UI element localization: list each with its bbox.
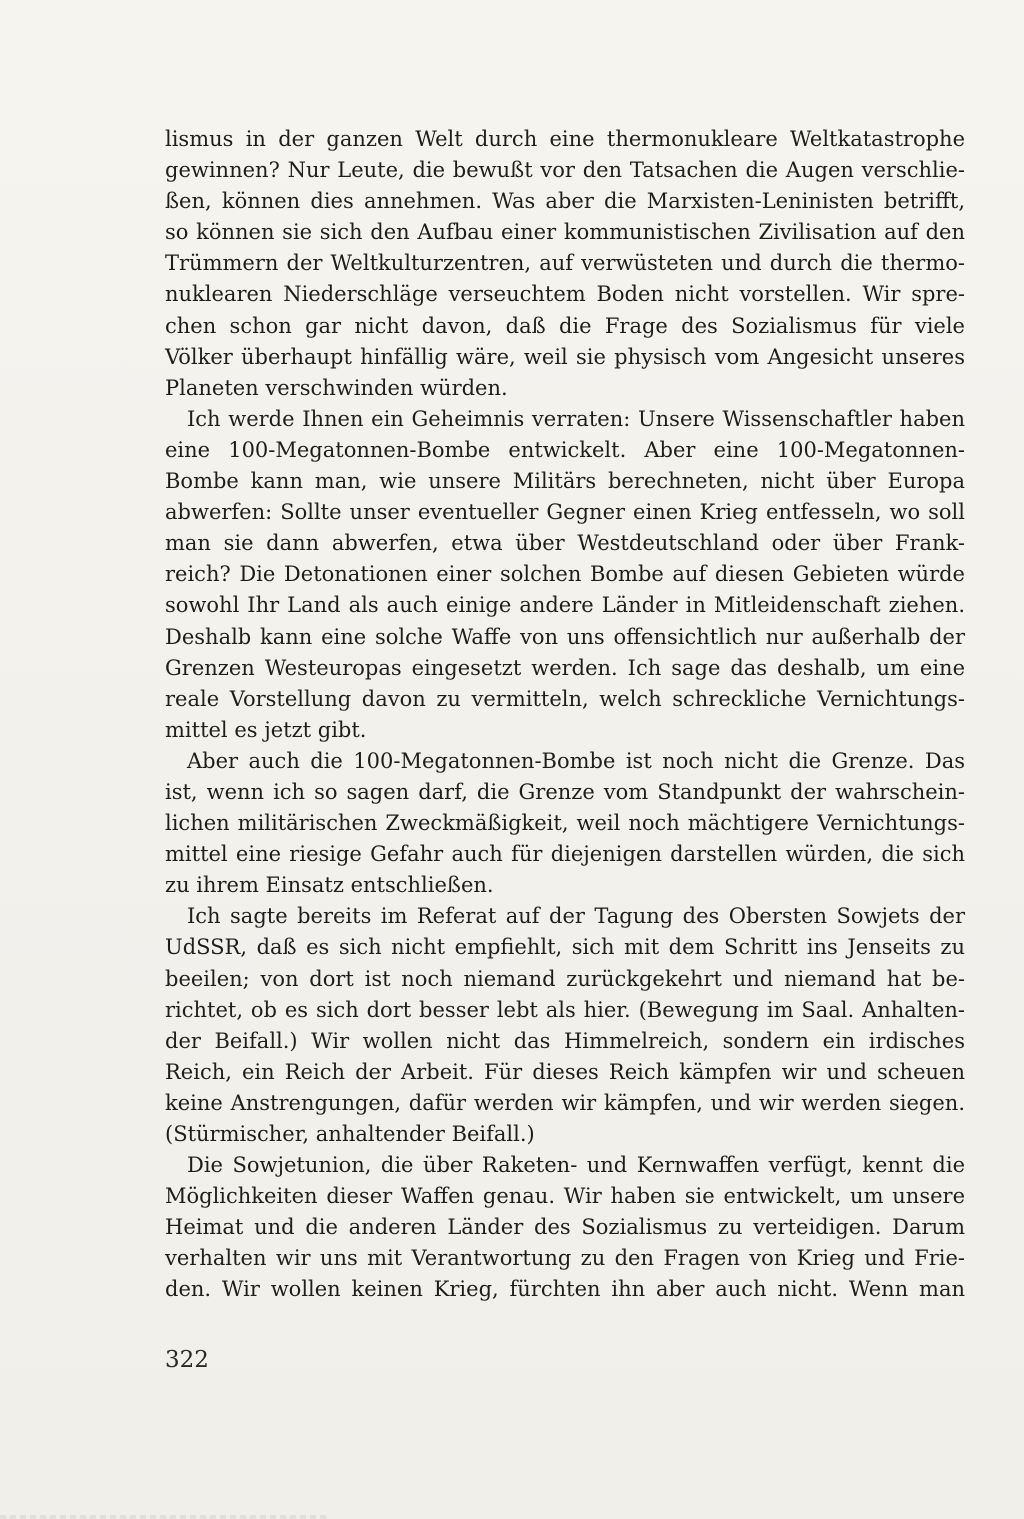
scan-edge-mark [0, 1515, 330, 1519]
text-line: chen schon gar nicht davon, daß die Frage des Sozialismus für viele [165, 313, 965, 338]
text-line: ist, wenn ich so sagen darf, die Grenze vom Standpunkt der wahrschein- [165, 779, 965, 804]
text-line: den. Wir wollen keinen Krieg, fürchten ihn aber auch nicht. Wenn man [165, 1277, 965, 1302]
text-line: beeilen; von dort ist noch niemand zurückgekehrt und niemand hat be- [165, 966, 965, 991]
text-line: sowohl Ihr Land als auch einige andere Länder in Mitleidenschaft ziehen. [165, 593, 965, 618]
text-line: Reich, ein Reich der Arbeit. Für dieses Reich kämpfen wir und scheuen [165, 1059, 965, 1084]
text-line: Völker überhaupt hinfällig wäre, weil sie physisch vom Angesicht unseres [165, 344, 965, 369]
text-line: Die Sowjetunion, die über Raketen- und Kernwaffen verfügt, kennt die [187, 1153, 965, 1178]
body-text [165, 124, 965, 1306]
page-number: 322 [165, 1347, 209, 1373]
text-line: Deshalb kann eine solche Waffe von uns offensichtlich nur außerhalb der [165, 624, 965, 649]
text-line: abwerfen: Sollte unser eventueller Gegner einen Krieg entfesseln, wo soll [165, 500, 965, 525]
text-line: lichen militärischen Zweckmäßigkeit, weil noch mächtigere Vernichtungs- [165, 811, 965, 836]
text-line: Ich sagte bereits im Referat auf der Tagung des Obersten Sowjets der [187, 904, 965, 929]
text-line: verhalten wir uns mit Verantwortung zu den Fragen von Krieg und Frie- [165, 1246, 965, 1271]
text-line: so können sie sich den Aufbau einer kommunistischen Zivilisation auf den [165, 220, 965, 245]
text-line: richtet, ob es sich dort besser lebt als hier. (Bewegung im Saal. Anhalten- [165, 997, 965, 1022]
text-line: (Stürmischer, anhaltender Beifall.) [165, 1122, 535, 1146]
text-line: Trümmern der Weltkulturzentren, auf verwüsteten und durch die thermo- [165, 251, 965, 276]
text-line: der Beifall.) Wir wollen nicht das Himmelreich, sondern ein irdisches [165, 1028, 965, 1053]
text-line: Grenzen Westeuropas eingesetzt werden. Ich sage das deshalb, um eine [165, 655, 965, 680]
text-line: reale Vorstellung davon zu vermitteln, welch schreckliche Vernichtungs- [165, 686, 965, 711]
text-line: man sie dann abwerfen, etwa über Westdeutschland oder über Frank- [165, 531, 965, 556]
text-line: Bombe kann man, wie unsere Militärs berechneten, nicht über Europa [165, 469, 965, 494]
text-line: reich? Die Detonationen einer solchen Bombe auf diesen Gebieten würde [165, 562, 965, 587]
text-line: Möglichkeiten dieser Waffen genau. Wir haben sie entwickelt, um unsere [165, 1184, 965, 1209]
text-line: zu ihrem Einsatz entschließen. [165, 873, 494, 898]
text-line: mittel eine riesige Gefahr auch für diejenigen darstellen würden, die sich [165, 842, 965, 867]
text-line: Aber auch die 100-Megatonnen-Bombe ist noch nicht die Grenze. Das [187, 748, 965, 773]
text-line: lismus in der ganzen Welt durch eine thermonukleare Weltkatastrophe [165, 127, 965, 151]
text-line: nuklearen Niederschläge verseuchtem Boden nicht vorstellen. Wir spre- [165, 282, 965, 307]
text-line: eine 100-Megatonnen-Bombe entwickelt. Aber eine 100-Megatonnen- [165, 437, 965, 462]
text-line: ßen, können dies annehmen. Was aber die Marxisten-Leninisten betrifft, [165, 189, 965, 214]
text-line: Ich werde Ihnen ein Geheimnis verraten: Unsere Wissenschaftler haben [187, 406, 965, 431]
text-line: mittel es jetzt gibt. [165, 717, 367, 742]
text-line: gewinnen? Nur Leute, die bewußt vor den Tatsachen die Augen verschlie- [165, 158, 965, 183]
text-line: UdSSR, daß es sich nicht empfiehlt, sich mit dem Schritt ins Jenseits zu [165, 935, 965, 960]
text-line: keine Anstrengungen, dafür werden wir kämpfen, und wir werden siegen. [165, 1090, 965, 1115]
text-line: Heimat und die anderen Länder des Sozialismus zu verteidigen. Darum [165, 1215, 965, 1240]
text-line: Planeten verschwinden würden. [165, 375, 508, 400]
